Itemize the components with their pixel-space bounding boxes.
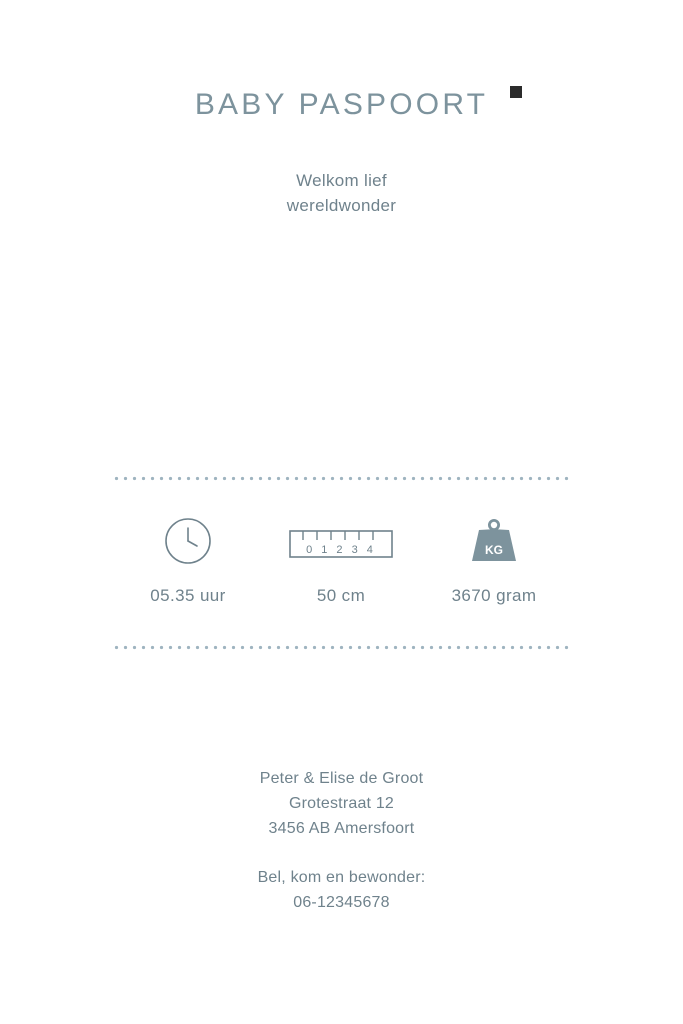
weight-icon: [418, 510, 570, 572]
footer-block: [0, 766, 683, 915]
subtitle-line-2: wereldwonder: [286, 196, 397, 215]
stat-time: [112, 510, 264, 606]
ruler-icon: [265, 510, 417, 572]
stat-weight: [418, 510, 570, 606]
stat-length-value: 50 cm: [316, 586, 366, 605]
footer-city: 3456 AB Amersfoort: [268, 820, 415, 837]
page-title: BABY PASPOORT: [194, 88, 489, 121]
subtitle: [0, 168, 683, 218]
footer-spacer: [0, 841, 683, 865]
weight-badge-label: KG: [485, 543, 503, 557]
stat-weight-value: 3670 gram: [451, 586, 537, 605]
subtitle-line-1: Welkom lief: [296, 171, 387, 190]
stat-length: [265, 510, 417, 606]
stat-time-value: 05.35 uur: [150, 586, 226, 605]
footer-names: Peter & Elise de Groot: [259, 770, 424, 787]
footer-street: Grotestraat 12: [288, 795, 395, 812]
clock-icon: [112, 510, 264, 572]
divider-top: [112, 476, 570, 481]
stats-row: [112, 510, 570, 606]
ruler-tick-labels: 0 1 2 3 4: [306, 544, 376, 556]
footer-phone: 06-12345678: [293, 894, 390, 911]
footer-call-label: Bel, kom en bewonder:: [257, 869, 426, 886]
divider-bottom: [112, 645, 570, 650]
square-mark-icon: [510, 86, 522, 98]
